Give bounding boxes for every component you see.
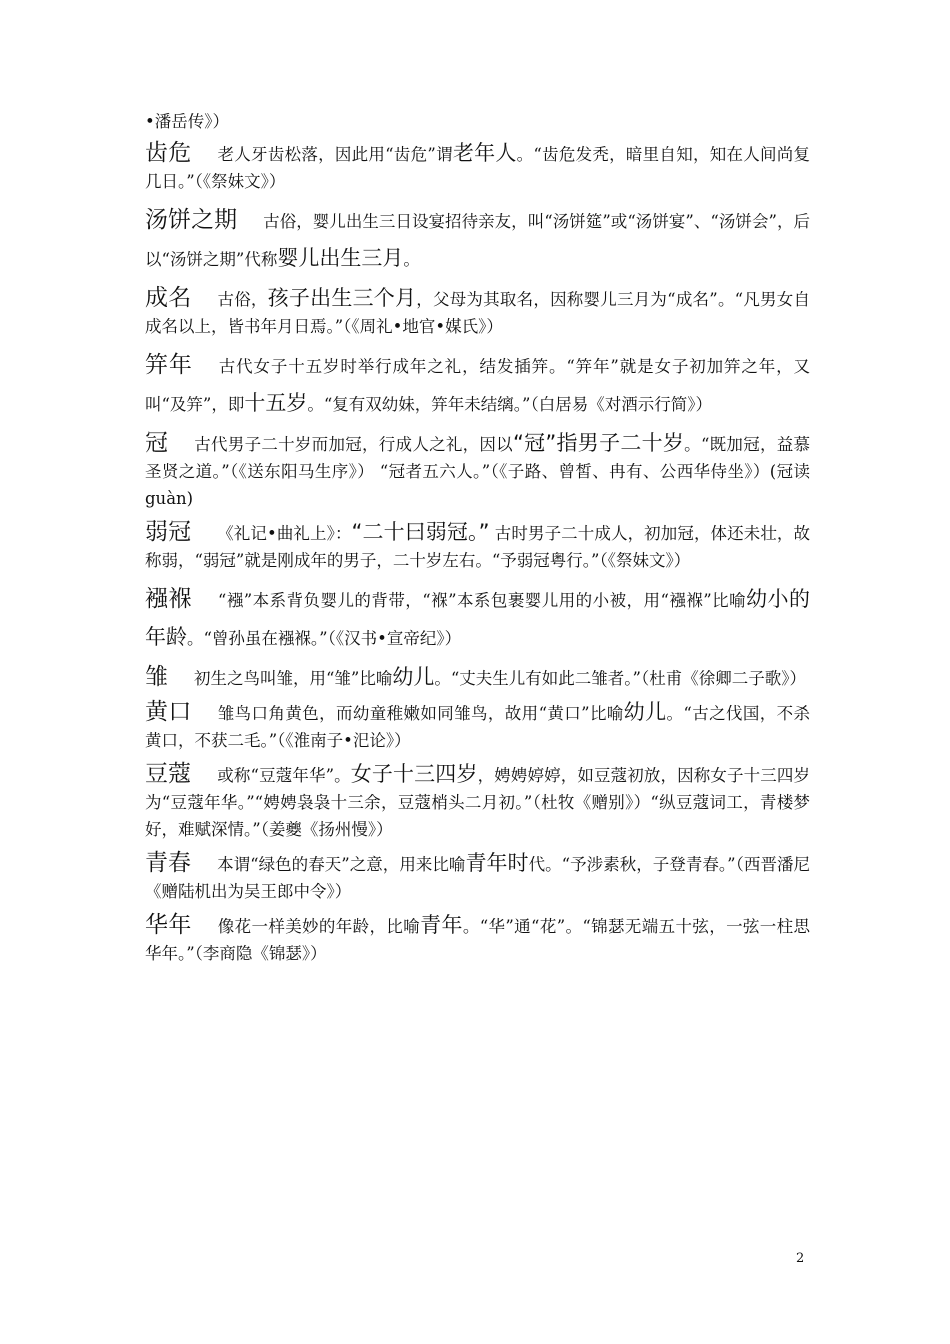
entry-text: 初生之鸟叫雏，用“雏”比喻 [194, 669, 393, 688]
entry-term: 笄年 [145, 352, 193, 378]
entry-text: 。“复有双幼妹，笄年未结缡。”（白居易《对酒示行简》） [307, 395, 712, 414]
entry-emphasis: 青年 [420, 913, 463, 937]
entry-text: ，父母为其取名，因称婴儿三月为“成名”。“凡男女自成名以上，皆书年月日焉。”（《周礼•地官•媒氏》） [145, 290, 811, 336]
entry-term: 华年 [145, 912, 192, 938]
entry-text: 雏鸟口角黄色，而幼童稚嫩如同雏鸟，故用“黄口”比喻 [217, 704, 624, 723]
entry-text: 。“古之伐国，不杀黄口，不获二毛。”（《淮南子•汜论》） [145, 704, 811, 750]
entry-term: 成名 [145, 285, 192, 311]
entry-emphasis: “冠”指男子二十岁 [512, 431, 685, 455]
entry-text: 本谓“绿色的春天”之意，用来比喻 [217, 855, 466, 874]
entry-emphasis: 青年时 [465, 851, 529, 875]
entry-text: 。“华”通“花”。“锦瑟无端五十弦，一弦一柱思华年。”（李商隐《锦瑟》） [145, 917, 811, 963]
entry-emphasis: 老年人 [452, 141, 517, 165]
entry-term: 汤饼之期 [145, 207, 238, 233]
entry-qingchun [145, 850, 810, 905]
page-number: 2 [796, 1251, 805, 1266]
entry-text: 古代男子二十岁而加冠，行成人之礼，因以 [194, 435, 513, 454]
entry-emphasis: “二十曰弱冠。” [351, 520, 490, 544]
entry-text: ，娉娉婷婷，如豆蔻初放，因称女子十三四岁为“豆蔻年华。”“娉娉袅袅十三余，豆蔻梢头二月初。”（杜牧《赠别》）“纵豆蔻词工，青楼梦好，难赋深情。”（姜夔《扬州慢》） [145, 766, 811, 839]
entry-text: 。“丈夫生儿有如此二雏者。”（杜甫《徐卿二子歌》） [434, 669, 806, 688]
entry-term: 青春 [145, 850, 192, 876]
entry-text: 。“既加冠，益慕圣贤之道。”（《送东阳马生序》） “冠者五六人。”（《子路、曾皙、冉有、公西华侍坐》）(冠读 guàn) [145, 435, 811, 508]
entry-term: 弱冠 [145, 519, 192, 545]
entry-text: 《礼记•曲礼上》： [217, 524, 352, 543]
entry-ruoguan [145, 519, 810, 574]
entry-huangkou [145, 699, 810, 754]
entry-text: 。“齿危发秃，暗里自知，知在人间尚复几日。”（《祭妹文》） [145, 145, 811, 191]
entry-text: 。“曾孙虽在襁褓。”（《汉书•宣帝纪》） [187, 629, 462, 648]
entry-term: 齿危 [145, 140, 192, 166]
entry-tangbing [145, 202, 810, 278]
entry-text: 古俗， [217, 290, 268, 309]
entry-text: 古代女子十五岁时举行成年之礼，结发插笄。“笄年”就是女子初加笄之年，又叫“及笄”，即 [145, 357, 811, 414]
entry-text: “襁”本系背负婴儿的背带，“褓”本系包裹婴儿用的小被，用“襁褓”比喻 [217, 591, 747, 610]
entry-jinian [145, 347, 810, 423]
entry-emphasis: 女子十三四岁 [350, 762, 478, 786]
entry-term: 襁褓 [145, 586, 192, 612]
entry-chiwei [145, 140, 810, 195]
entry-term: 黄口 [145, 699, 192, 725]
entry-emphasis: 婴儿出生三月 [277, 246, 404, 270]
entry-chengming [145, 285, 810, 340]
entry-qiangbao [145, 581, 810, 657]
entry-text: 。 [403, 250, 420, 269]
entry-term: 豆蔻 [145, 761, 192, 787]
entry-term: 冠 [145, 430, 169, 456]
entry-emphasis: 十五岁 [244, 391, 308, 415]
document-body [145, 108, 810, 974]
continued-citation: •潘岳传》） [145, 112, 229, 131]
entry-doukou [145, 761, 810, 843]
entry-text: 或称“豆蔻年华”。 [217, 766, 351, 785]
entry-huanian [145, 912, 810, 967]
entry-emphasis: 幼儿 [623, 700, 667, 724]
entry-guan [145, 430, 810, 512]
entry-emphasis: 幼小的年龄 [145, 587, 811, 649]
entry-text: 像花一样美妙的年龄，比喻 [217, 917, 421, 936]
entry-term: 雏 [145, 664, 168, 690]
entry-emphasis: 孩子出生三个月 [267, 286, 417, 310]
entry-text: 代。“予涉素秋，子登青春。”（西晋潘尼《赠陆机出为吴王郎中令》） [145, 855, 811, 901]
entry-text: 古俗，婴儿出生三日设宴招待亲友，叫“汤饼筵”或“汤饼宴”、“汤饼会”，后以“汤饼之期”代称 [145, 212, 811, 269]
entry-chu [145, 664, 810, 692]
entry-text: 老人牙齿松落，因此用“齿危”谓 [217, 145, 453, 164]
entry-text: 古时男子二十成人，初加冠，体还未壮，故称弱，“弱冠”就是刚成年的男子，二十岁左右。“予弱冠粤行。”（《祭妹文》） [145, 524, 811, 570]
entry-emphasis: 幼儿 [392, 665, 435, 689]
